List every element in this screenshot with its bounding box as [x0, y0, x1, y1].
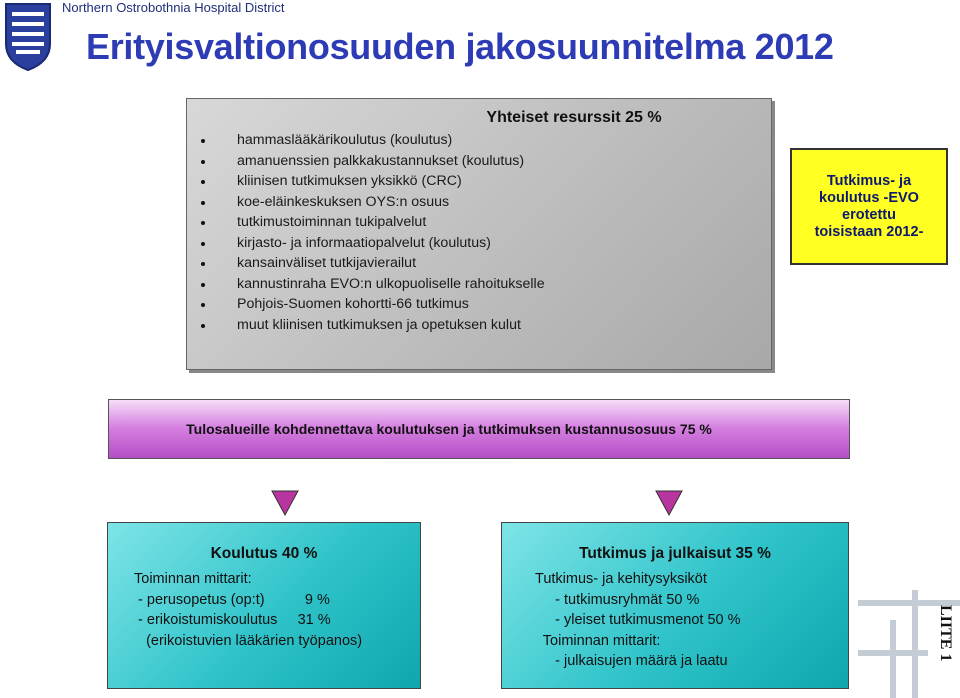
research-line: - tutkimusryhmät 50 %: [535, 591, 700, 608]
research-details: [502, 571, 848, 674]
research-title: Tutkimus ja julkaisut 35 %: [579, 545, 771, 562]
list-item-text: muut kliinisen tutkimuksen ja opetuksen kulut: [237, 316, 521, 333]
research-box: [501, 522, 849, 689]
list-item-text: amanuenssien palkkakustannukset (koulutus): [237, 152, 525, 169]
list-item-text: kannustinraha EVO:n ulkopuoliselle rahoitukselle: [237, 275, 545, 292]
research-line: Toiminnan mittarit:: [535, 632, 661, 649]
training-line: (erikoistuvien lääkärien työpanos): [134, 632, 363, 649]
appendix-label: LIITE 1: [937, 605, 954, 662]
bullet-icon: [201, 139, 205, 143]
training-box: [107, 522, 421, 689]
bullet-icon: [201, 303, 205, 307]
list-item: [201, 296, 545, 317]
bullet-icon: [201, 324, 205, 328]
list-item: [201, 255, 545, 276]
list-item: [201, 214, 545, 235]
list-item-text: kirjasto- ja informaatiopalvelut (koulutus): [237, 234, 491, 251]
hospital-district-logo: [2, 0, 54, 72]
list-item: [201, 173, 545, 194]
list-item: [201, 153, 545, 174]
down-arrow-icon: [270, 489, 300, 517]
bullet-icon: [201, 180, 205, 184]
training-line: - erikoistumiskoulutus 31 %: [134, 612, 331, 628]
allocation-box: [108, 399, 850, 459]
list-item-text: kliinisen tutkimuksen yksikkö (CRC): [237, 173, 462, 189]
bullet-icon: [201, 221, 205, 225]
research-training-note-text: Tutkimus- ja koulutus -EVO erotettu toisistaan 2012-: [814, 172, 924, 240]
list-item: [201, 194, 545, 215]
training-line: Toiminnan mittarit:: [134, 571, 252, 587]
bullet-icon: [201, 160, 205, 164]
shared-resources-list: [201, 132, 545, 337]
bullet-icon: [201, 242, 205, 246]
list-item-text: hammaslääkärikoulutus (koulutus): [237, 132, 453, 148]
shared-resources-box: [186, 98, 772, 370]
shared-resources-title: Yhteiset resurssit 25 %: [486, 109, 662, 126]
decorative-line: [890, 620, 896, 698]
list-item-text: Pohjois-Suomen kohortti-66 tutkimus: [237, 296, 469, 312]
down-arrow-icon: [654, 489, 684, 517]
training-title: Koulutus 40 %: [210, 545, 318, 562]
research-line: - julkaisujen määrä ja laatu: [535, 653, 728, 669]
training-details: [108, 571, 420, 653]
research-line: - yleiset tutkimusmenot 50 %: [535, 612, 741, 628]
research-line: Tutkimus- ja kehitysyksiköt: [535, 571, 707, 587]
list-item: [201, 276, 545, 297]
organization-name: Northern Ostrobothnia Hospital District: [62, 0, 285, 15]
list-item-text: tutkimustoiminnan tukipalvelut: [237, 214, 427, 230]
decorative-line: [912, 590, 918, 698]
allocation-text: Tulosalueille kohdennettava koulutuksen ja tutkimuksen kustannusosuus 75 %: [186, 421, 712, 437]
bullet-icon: [201, 283, 205, 287]
list-item: [201, 317, 545, 338]
list-item-text: koe-eläinkeskuksen OYS:n osuus: [237, 193, 450, 210]
list-item: [201, 235, 545, 256]
bullet-icon: [201, 262, 205, 266]
page-title: Erityisvaltionosuuden jakosuunnitelma 2012: [86, 26, 834, 67]
training-line: - perusopetus (op:t) 9 %: [134, 591, 330, 608]
list-item-text: kansainväliset tutkijavierailut: [237, 255, 417, 271]
list-item: [201, 132, 545, 153]
bullet-icon: [201, 201, 205, 205]
research-training-note-box: [790, 148, 948, 265]
